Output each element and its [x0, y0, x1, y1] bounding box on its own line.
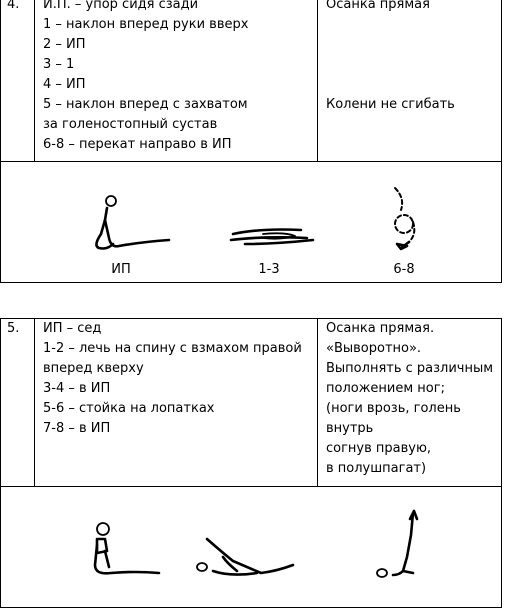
- instruction-line: 5 – наклон вперед с захватом: [43, 97, 248, 112]
- exercise-5-figures: [1, 487, 501, 607]
- exercise-number-label: 5.: [7, 321, 20, 336]
- instruction-line: 1-2 – лечь на спину с взмахом правой: [43, 341, 302, 356]
- instruction-line: 2 – ИП: [43, 37, 86, 52]
- figure-6-8: [395, 188, 414, 249]
- exercise-description: [35, 0, 318, 161]
- caption-1-3: 1-3: [258, 262, 280, 277]
- caption-6-8: 6-8: [393, 262, 415, 277]
- exercise-4-figures: [1, 162, 501, 282]
- figure-shoulder-stand: [377, 511, 417, 577]
- note-line: положением ног;: [326, 381, 445, 396]
- figure-1-3: [231, 230, 313, 245]
- exercise-description: [35, 319, 318, 486]
- exercise-4-table: [0, 0, 502, 283]
- instruction-line: за голеностопный сустав: [43, 117, 218, 132]
- note-line: в полушпагат): [326, 461, 427, 476]
- note-line: «Выворотно».: [326, 341, 422, 356]
- note-line: (ноги врозь, голень: [326, 401, 461, 416]
- figure-lying-swing: [197, 539, 293, 575]
- exercise-5-text-row: [1, 319, 501, 487]
- instruction-line: 3-4 – в ИП: [43, 381, 111, 396]
- figure-ip: [96, 196, 169, 249]
- instruction-line: 3 – 1: [43, 57, 75, 72]
- figure-seated: [95, 523, 159, 573]
- exercise-4-text-row: [1, 0, 501, 162]
- note-line: Осанка прямая: [326, 0, 430, 12]
- exercise-notes: [318, 0, 501, 161]
- instruction-line: 1 – наклон вперед руки вверх: [43, 17, 249, 32]
- note-line: Выполнять с различным: [326, 361, 494, 376]
- instruction-line: вперед кверху: [43, 361, 144, 376]
- exercise-number-label: 4.: [7, 0, 20, 12]
- exercise-4-figures-row: [1, 162, 501, 282]
- note-line: согнув правую,: [326, 441, 432, 456]
- instruction-line: И.П. – упор сидя сзади: [43, 0, 199, 12]
- instruction-line: 6-8 – перекат направо в ИП: [43, 137, 232, 152]
- instruction-line: 7-8 – в ИП: [43, 421, 111, 436]
- exercise-5-figures-row: [1, 487, 501, 607]
- instruction-line: 5-6 – стойка на лопатках: [43, 401, 215, 416]
- note-line: Колени не сгибать: [326, 97, 455, 112]
- exercise-5-table: [0, 318, 502, 608]
- instruction-line: ИП – сед: [43, 321, 102, 336]
- exercise-number: [1, 319, 35, 486]
- instruction-line: 4 – ИП: [43, 77, 86, 92]
- caption-ip: ИП: [111, 262, 131, 277]
- note-line: внутрь: [326, 421, 374, 436]
- exercise-notes: [318, 319, 501, 486]
- exercise-number: [1, 0, 35, 161]
- note-line: Осанка прямая.: [326, 321, 435, 336]
